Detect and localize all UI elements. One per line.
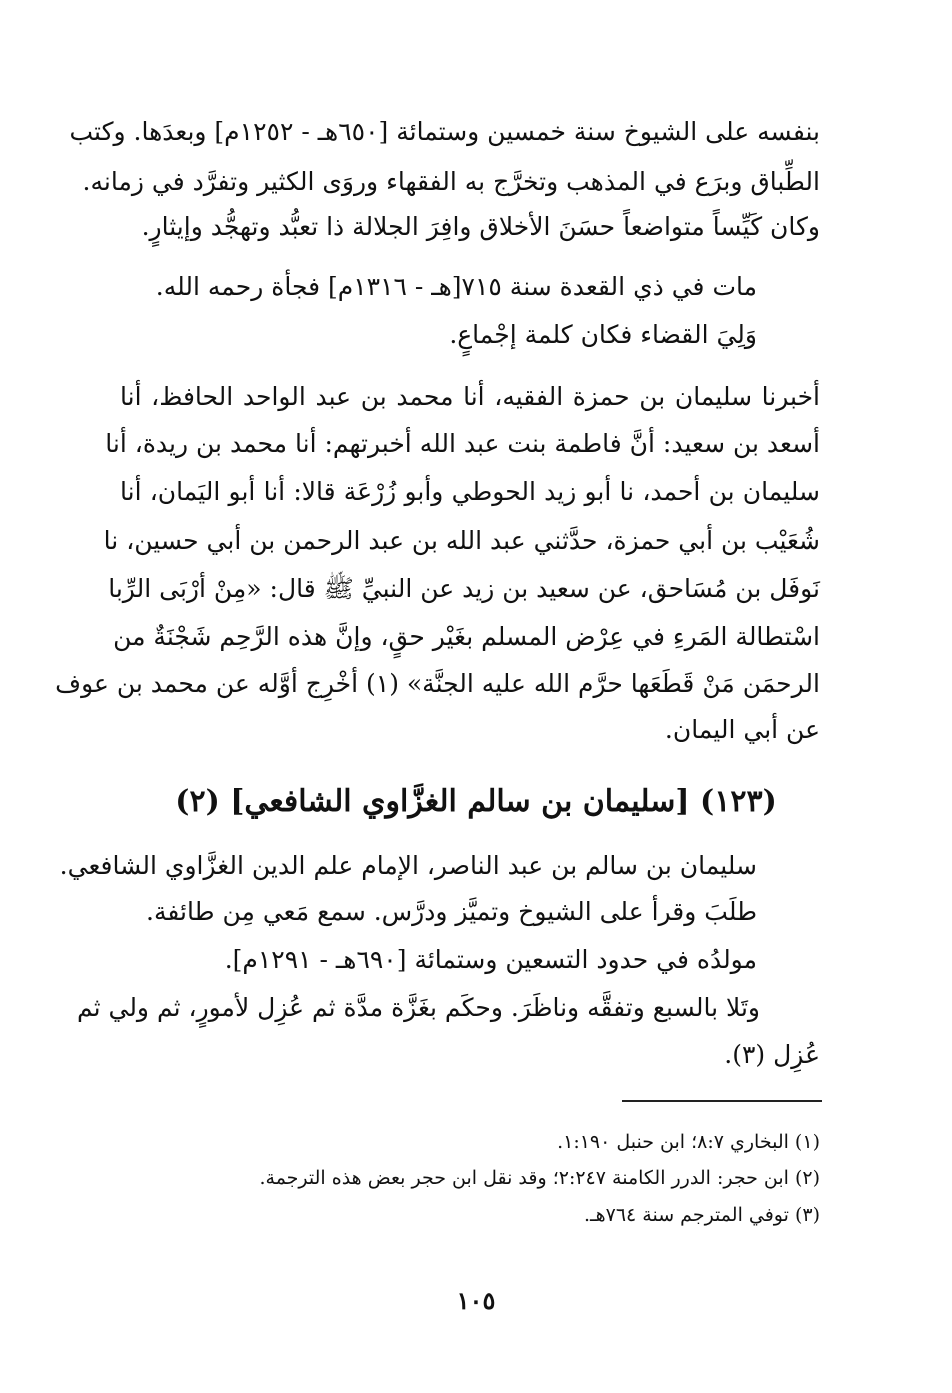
paragraph-3-line-7: الرحمَن مَنْ قَطَعَها حرَّم الله عليه الجنَّة» (١) أخْرِج أوَّله عن محمد بن عوف <box>55 669 820 698</box>
paragraph-3-line-4: شُعَيْب بن أبي حمزة، حدَّثني عبد الله بن عبد الرحمن بن أبي حسين، نا <box>103 526 820 555</box>
footnote-1: (١) البخاري ٨:٧؛ ابن حنبل ١:١٩٠. <box>557 1131 820 1153</box>
page-number: ١٠٥ <box>456 1286 496 1315</box>
paragraph-2-line-1: مات في ذي القعدة سنة ٧١٥[هـ - ١٣١٦م] فجأة رحمه الله. <box>155 272 757 301</box>
paragraph-3-line-8: عن أبي اليمان. <box>664 715 820 744</box>
paragraph-1-line-2: الطِّباق وبرَع في المذهب وتخرَّج به الفقهاء وروَى الكثير وتفرَّد في زمانه. <box>82 167 820 196</box>
paragraph-4-line-3: مولدُه في حدود التسعين وستمائة [٦٩٠هـ - ١٢٩١م]. <box>224 945 757 974</box>
paragraph-4-line-1: سليمان بن سالم بن عبد الناصر، الإمام علم الدين الغزَّاوي الشافعي. <box>59 851 757 880</box>
paragraph-1-line-3: وكان كَيِّساً متواضعاً حسَنَ الأخلاق وافِرَ الجلالة ذا تعبُّد وتهجُّد وإيثارٍ. <box>141 212 820 241</box>
paragraph-3-line-2: أسعد بن سعيد: أنَّ فاطمة بنت عبد الله أخبرتهم: أنا محمد بن ريدة، أنا <box>105 429 820 458</box>
paragraph-4-line-2: طلَبَ وقرأ على الشيوخ وتميَّز ودرَّس. سمع مَعي مِن طائفة. <box>146 897 757 926</box>
paragraph-3-line-1: أخبرنا سليمان بن حمزة الفقيه، أنا محمد بن عبد الواحد الحافظ، أنا <box>120 382 820 411</box>
paragraph-1-line-1: بنفسه على الشيوخ سنة خمسين وستمائة [٦٥٠هـ - ١٢٥٢م] وبعدَها. وكتب <box>69 117 820 146</box>
paragraph-3-line-5: نَوفَل بن مُسَاحق، عن سعيد بن زيد عن النبيِّ ﷺ قال: «مِنْ أرْبَى الرِّبا <box>108 574 820 603</box>
footnote-divider <box>622 1100 822 1102</box>
paragraph-4-line-4: وتَلا بالسبع وتفقَّه وناظَرَ. وحكَم بغَزَّة مدَّة ثم عُزِل لأمورٍ، ثم ولي ثم <box>76 993 760 1022</box>
section-heading: (١٢٣) [سليمان بن سالم الغزَّاوي الشافعي] (٢) <box>175 784 777 819</box>
paragraph-3-line-6: اسْتطالة المَرءِ في عِرْض المسلم بغَيْر حقٍ، وإنَّ هذه الرَّحِم شَجْنَةٌ من <box>113 622 820 651</box>
paragraph-3-line-3: سليمان بن أحمد، نا أبو زيد الحوطي وأبو زُرْعَة قالا: أنا أبو اليَمان، أنا <box>120 477 820 506</box>
footnote-2: (٢) ابن حجر: الدرر الكامنة ٢:٢٤٧؛ وقد نقل ابن حجر بعض هذه الترجمة. <box>259 1167 820 1189</box>
paragraph-2-line-2: وَلِيَ القضاء فكان كلمة إجْماعٍ. <box>449 320 757 349</box>
footnote-3: (٣) توفي المترجم سنة ٧٦٤هـ. <box>584 1204 820 1226</box>
paragraph-4-line-5: عُزِل (٣). <box>724 1040 820 1069</box>
